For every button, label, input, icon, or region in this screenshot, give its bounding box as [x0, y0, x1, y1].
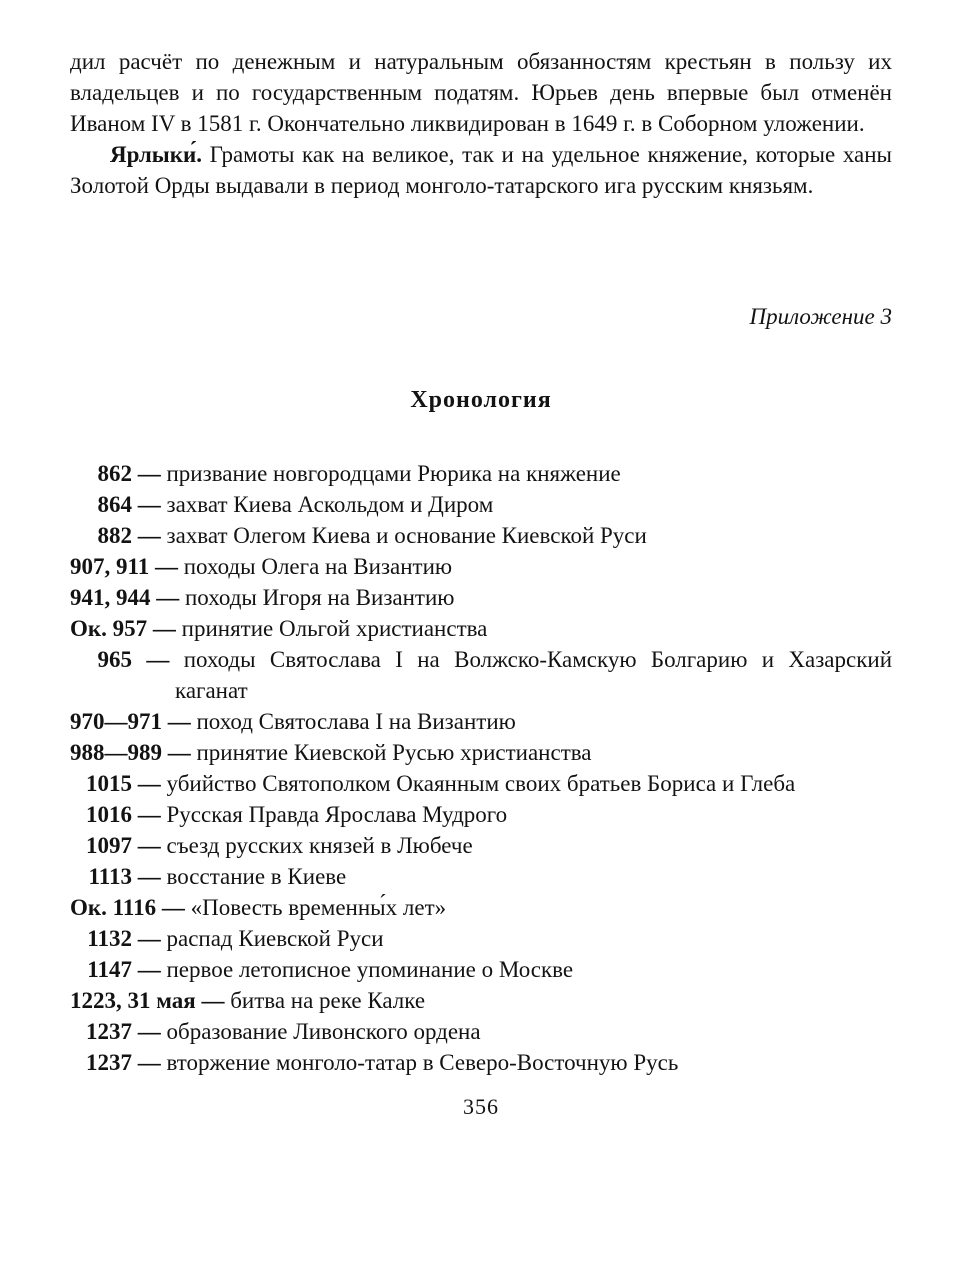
- entry-text: Русская Правда Ярослава Мудрого: [166, 802, 508, 827]
- entry-text: походы Игоря на Византию: [185, 585, 455, 610]
- entry-text: первое летописное упоминание о Москве: [166, 957, 574, 982]
- entry-text: поход Святослава I на Византию: [196, 709, 516, 734]
- entry-text: походы Олега на Византию: [183, 554, 453, 579]
- entry-text: съезд русских князей в Любече: [166, 833, 473, 858]
- chronology-entry: [70, 861, 892, 892]
- entry-separator: —: [147, 616, 182, 641]
- entry-year: 1223, 31 мая: [70, 988, 196, 1013]
- entry-text: «Повесть временны́х лет»: [190, 895, 447, 920]
- entry-text: восстание в Киеве: [166, 864, 347, 889]
- entry-separator: —: [132, 864, 167, 889]
- entry-separator: —: [132, 771, 167, 796]
- entry-separator: —: [132, 1050, 167, 1075]
- entry-year: 862: [97, 461, 132, 486]
- chronology-entry: [70, 613, 892, 644]
- entry-text: захват Киева Аскольдом и Диром: [166, 492, 494, 517]
- chapter-heading: Хронология: [410, 387, 552, 413]
- entry-separator: —: [162, 709, 197, 734]
- entry-separator: —: [162, 740, 197, 765]
- term-definition: Грамоты как на великое, так и на удельное княжение, которые ханы Золотой Орды выдавали в период монголо-татарского ига русским князьям.: [70, 142, 892, 198]
- entry-year: 907, 911: [70, 554, 150, 579]
- chronology-entry: [70, 489, 892, 520]
- appendix-label: [70, 301, 892, 332]
- paragraph-continued-text: дил расчёт по денежным и натуральным обязанностям крестьян в пользу их владельцев и по государственным податям. Юрьев день впервые был отменён Иваном IV в 1581 г. Окончательно ликвидирован в 1649 г. в Соборном уложении.: [70, 49, 892, 136]
- page-number: 356: [463, 1094, 499, 1119]
- entry-year: 1016: [86, 802, 132, 827]
- entry-year: 965: [97, 647, 132, 672]
- entry-year: 1237: [86, 1019, 132, 1044]
- entry-separator: —: [132, 957, 167, 982]
- entry-separator: —: [132, 647, 184, 672]
- chronology-entry: [70, 1016, 892, 1047]
- entry-year: 988—989: [70, 740, 162, 765]
- chronology-entry: [70, 520, 892, 551]
- entry-year: 1237: [86, 1050, 132, 1075]
- entry-separator: —: [132, 802, 167, 827]
- entry-separator: —: [132, 833, 167, 858]
- chronology-list: [70, 458, 892, 1078]
- entry-year: 1113: [88, 864, 132, 889]
- entry-year: 864: [97, 492, 132, 517]
- entry-year: 1132: [87, 926, 132, 951]
- chronology-entry: [70, 644, 892, 706]
- entry-year: 1015: [86, 771, 132, 796]
- entry-separator: —: [132, 926, 167, 951]
- paragraph-continued: [70, 46, 892, 139]
- entry-year: 882: [97, 523, 132, 548]
- chronology-entry: [70, 923, 892, 954]
- chronology-entry: [70, 551, 892, 582]
- chronology-entry: [70, 582, 892, 613]
- chronology-entry: [70, 985, 892, 1016]
- entry-year: 1147: [87, 957, 132, 982]
- appendix-label-text: Приложение 3: [749, 304, 892, 329]
- entry-year: 941, 944: [70, 585, 151, 610]
- entry-year: Ок. 1116: [70, 895, 157, 920]
- entry-text: вторжение монголо-татар в Северо-Восточную Русь: [166, 1050, 679, 1075]
- chronology-entry: [70, 706, 892, 737]
- entry-year: Ок. 957: [70, 616, 148, 641]
- chronology-entry: [70, 954, 892, 985]
- chronology-entry: [70, 768, 892, 799]
- entry-text: принятие Киевской Русью христианства: [196, 740, 592, 765]
- entry-text: битва на реке Калке: [230, 988, 426, 1013]
- term-word: Ярлыки́.: [110, 142, 202, 167]
- entry-text: распад Киевской Руси: [166, 926, 384, 951]
- entry-text: образование Ливонского ордена: [166, 1019, 481, 1044]
- entry-text: захват Олегом Киева и основание Киевской Руси: [166, 523, 647, 548]
- chronology-entry: [70, 458, 892, 489]
- entry-separator: —: [150, 585, 185, 610]
- entry-separator: —: [195, 988, 231, 1013]
- entry-separator: —: [132, 1019, 167, 1044]
- entry-separator: —: [132, 492, 167, 517]
- entry-text: призвание новгородцами Рюрика на княжение: [166, 461, 621, 486]
- chronology-entry: [70, 892, 892, 923]
- chronology-entry: [70, 1047, 892, 1078]
- chronology-entry: [70, 830, 892, 861]
- paragraph-term: [70, 139, 892, 201]
- entry-separator: —: [149, 554, 184, 579]
- entry-separator: —: [132, 461, 167, 486]
- entry-separator: —: [132, 523, 167, 548]
- entry-text: убийство Святополком Окаянным своих братьев Бориса и Глеба: [166, 771, 796, 796]
- chronology-entry: [70, 799, 892, 830]
- entry-year: 1097: [86, 833, 132, 858]
- entry-year: 970—971: [70, 709, 162, 734]
- entry-text: принятие Ольгой христианства: [181, 616, 488, 641]
- entry-separator: —: [156, 895, 191, 920]
- chronology-entry: [70, 737, 892, 768]
- entry-text: походы Святослава I на Волжско-Камскую Болгарию и Хазарский каганат: [175, 647, 893, 703]
